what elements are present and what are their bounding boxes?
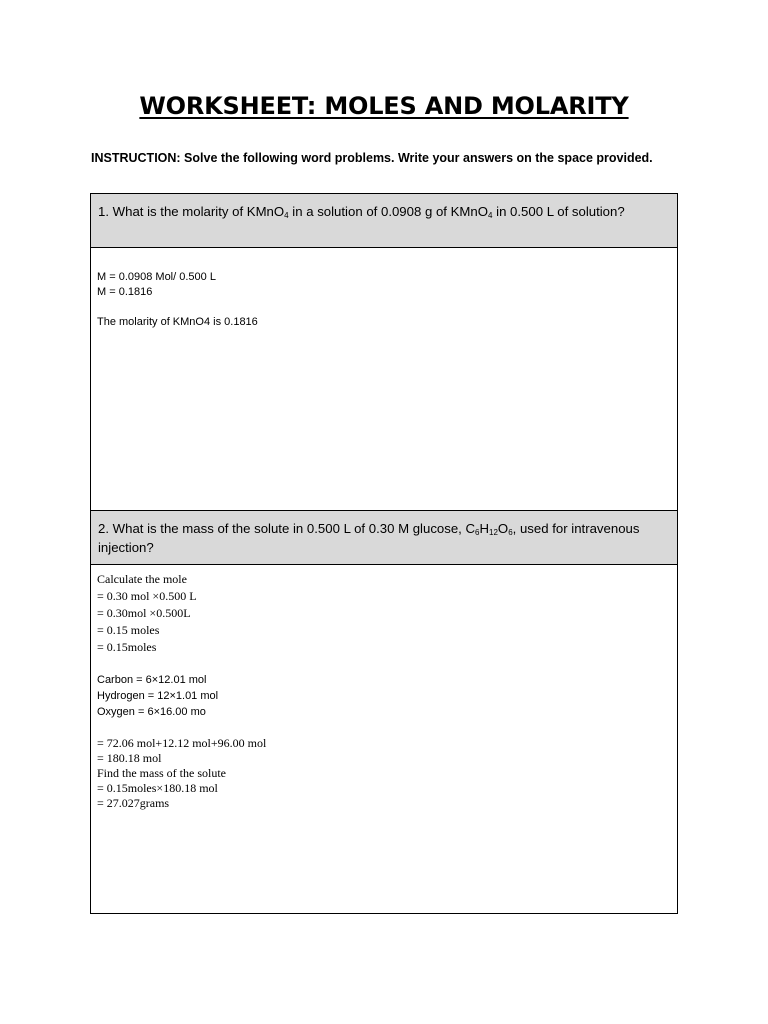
answer-line: = 0.15 moles — [97, 623, 160, 637]
question-1-box — [90, 193, 678, 511]
answer-line: = 0.15moles×180.18 mol — [97, 781, 218, 795]
answer-line: = 0.30mol ×0.500L — [97, 606, 191, 620]
question-2-text: 2. What is the mass of the solute in 0.500 L of 0.30 M glucose, $C_6H_{12}O_6$, used for intravenous injection? — [98, 521, 640, 555]
answer-line: = 27.027grams — [97, 796, 170, 810]
answer-line: Find the mass of the solute — [97, 766, 226, 780]
answer-line: = 0.15moles — [97, 640, 157, 654]
answer-line: = 0.30 mol ×0.500 L — [97, 589, 197, 603]
worksheet-title: WORKSHEET: MOLES AND MOLARITY — [139, 92, 629, 120]
answer-line: = 180.18 mol — [97, 751, 162, 765]
question-2-answer — [91, 565, 677, 811]
answer-line: M = 0.0908 Mol/ 0.500 L — [97, 271, 216, 283]
answer-line: = 72.06 mol+12.12 mol+96.00 mol — [97, 736, 267, 750]
question-1-header — [91, 194, 677, 248]
answer-line: Oxygen = 6×16.00 mo — [97, 706, 206, 718]
question-2-header — [91, 511, 677, 565]
answer-line: Hydrogen = 12×1.01 mol — [97, 690, 219, 702]
question-1-text: 1. What is the molarity of KMnO$_4$ in a solution of 0.0908 g of KMnO$_4$ in 0.500 L of solution? — [98, 204, 625, 220]
answer-line: Carbon = 6×12.01 mol — [97, 674, 207, 686]
answer-line: M = 0.1816 — [97, 286, 153, 298]
question-1-answer — [91, 248, 677, 330]
answer-line: Calculate the mole — [97, 572, 187, 586]
question-2-box — [90, 510, 678, 914]
instruction-text: INSTRUCTION: Solve the following word problems. Write your answers on the space provided. — [91, 151, 653, 165]
answer-line: The molarity of KMnO4 is 0.1816 — [97, 316, 258, 328]
